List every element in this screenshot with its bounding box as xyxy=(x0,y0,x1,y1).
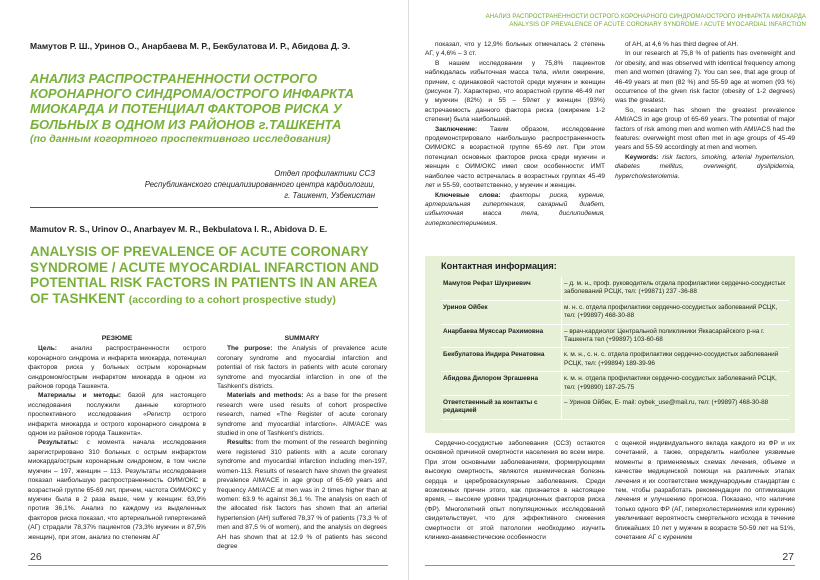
body-column-2 xyxy=(615,439,795,542)
authors-ru: Мамутов Р. Ш., Уринов О., Анарбаева М. Р., Бекбулатова И. Р., Абидова Д. Э. xyxy=(30,41,351,51)
affiliation-line-2: Республиканского специализированного центра кардиологии, xyxy=(144,180,375,190)
contact-name: Мамутов Рефат Шукриевич xyxy=(441,277,562,300)
label: The purpose: xyxy=(227,345,273,353)
title-en xyxy=(30,244,390,308)
contact-title: Контактная информация: xyxy=(441,261,557,271)
footer-rule-right xyxy=(425,565,795,566)
r1-p2: В нашем исследовании у 75,8% пациентов наблюдалась избыточная масса тела, и/или ожирение, причем, с одинаковой частотой среди мужчин и женщин (рисунок 7). Характерно, что возрастной группе 46-49 лет у мужчин (82%) и 55 – 59лет у женщин (93%) встречаемость данного фактора риска (ожирение 1-2 степени) была наибольшей. xyxy=(425,59,605,124)
text: с момента начала исследования зарегистрировано 310 больных с острым инфарктом миокарда/острым коронарным синдромом, в том числе мужчин – 197, женщин – 113. Результаты исследования показал наибольшую распространенность ОИМ/ОКС в возрастной группе 65-69 лет, причем, частота ОИМ/ОКС у мужчин была в 2 раза выше, чем у женщин: 63,9% против 36,1%. Анализ по каждому из выделенных факторов риска показал, что артериальной гипертензией (АГ) страдали 78,37% пациентов (73,3% мужчин и 87,5% женщин), при этом, анализ по степеням АГ xyxy=(28,439,206,541)
right-column-1 xyxy=(425,40,605,228)
affiliation-line-1: Отдел профилактики ССЗ xyxy=(274,169,375,178)
affiliation-line-3: г. Ташкент, Узбекистан xyxy=(284,191,375,201)
title-ru-main: АНАЛИЗ РАСПРОСТРАНЕННОСТИ ОСТРОГО КОРОНАРНОГО СИНДРОМА/ОСТРОГО ИНФАРКТА МИОКАРДА И ПОТЕНЦИАЛ ФАКТОРОВ РИСКА У БОЛЬНЫХ В ОДНОМ ИЗ РАЙОНОВ г.ТАШКЕНТА xyxy=(30,71,355,132)
label: Цель: xyxy=(38,345,58,353)
page-number-left: 26 xyxy=(30,551,42,563)
contact-info: – врач-кардиолог Центральной поликлиники Яккасарайского р-на г. Ташкента тел (+99897) 103-60-68 xyxy=(562,324,790,348)
text: from the moment of the research beginning were registered 310 patients with a acute coronary syndrome and myocardial infarction including men-197, women-113. Results of research have shown the greatest prevalence AIM/ACE in age group of 65-69 years and frequency AMI/ACE at men was in 2 times higher than at women: 63.9 % against 36,1 %. The analysis on each of the allocated risk factors has shown that an arterial hypertension (AH) suffered 78,37 % of patients (73,3 % of men and 87,5 % of women), and the analysis on degrees AH has shown that at 12.9 % of patients has second degree xyxy=(217,439,387,550)
footer-rule-left xyxy=(28,565,388,566)
spine xyxy=(408,0,409,580)
r2-p2: In our research at 75,8 % of patients has overweight and /or obesity, and was observed with identical frequency among men and women (drawing 7). You can see, that age group of 46-49 years at men (82 %) and 55-59 age at women (93 %) occurrence of the given risk factor (obesity of 1-2 degrees) was the greatest. xyxy=(615,50,795,105)
running-header xyxy=(420,14,806,29)
r1-p1: показал, что у 12,9% больных отмечалась 2 степень АГ, у 4,6% – 3 ст. xyxy=(425,41,605,58)
abstract-en-heading: SUMMARY xyxy=(284,335,320,342)
affiliation-ru xyxy=(30,168,375,202)
abstract-en xyxy=(217,334,387,551)
authors-en: Mamutov R. S., Urinov O., Anarbayev M. R., Bekbulatova I. R., Abidova D. E. xyxy=(30,224,328,234)
contact-info: к. м. н., с. н. с. отдела профилактики сердечно-сосудистых заболеваний РСЦК, тел: (+99894) 189-39-96 xyxy=(562,348,790,372)
table-row xyxy=(441,324,789,348)
label: Заключение: xyxy=(435,125,478,133)
abstract-ru-p3 xyxy=(28,438,206,541)
abstract-ru-p1 xyxy=(28,344,206,391)
label: Материалы и методы: xyxy=(38,392,121,400)
contact-box xyxy=(425,256,795,433)
contact-name: Уринов Ойбек xyxy=(441,300,562,324)
contact-name: Абидова Дилором Эргашевна xyxy=(441,372,562,396)
table-row xyxy=(441,396,789,420)
body-col2-text: с оценкой индивидуального вклада каждого из ФР и их сочетаний, а также, определить наиболее уязвимые моменты в применяемых схемах лечения, объеме и качестве медицинской помощи на различных этапах лечения и их соответствие международным стандартам с тем, чтобы разработать рекомендации по оптимизации лечения и улучшению прогноза. Показано, что наличие только одного ФР (АГ, гиперхолестеринемия или курение) увеличивает вероятность смертельного исхода в течение ближайших 10 лет у мужчин в возрасте 50-59 лет на 51%, сочетание АГ с курением xyxy=(615,440,795,542)
running-header-en: ANALYSIS OF PREVALENCE OF ACUTE CORONARY SYNDROME / ACUTE MYOCARDIAL INFARCTION xyxy=(509,21,806,28)
label: Ключевые слова: xyxy=(435,191,501,199)
title-ru xyxy=(30,71,390,147)
body-col1-text: Сердечно-сосудистые заболевания (ССЗ) остаются основной причиной смертности населения во всем мире. При этом основными заболеваниями, формирующими высокую смертность, являются ишемическая болезнь сердца и цереброваскулярные заболевания. Среди возможных причин этого, как признается в настоящее время, – высокие уровни традиционных факторов риска (ФР). Многолетний опыт популяционных исследований свидетельствует, что для эффективного снижения смертности от этой патологии необходимо изучить клинико-анамнестические особенности xyxy=(425,440,605,542)
table-row xyxy=(441,300,789,324)
table-row xyxy=(441,348,789,372)
r1-p4 xyxy=(425,191,605,229)
title-ru-subtitle: (по данным когортного проспективного исследования) xyxy=(30,132,331,145)
text: the Analysis of prevalence acute coronary syndrome and myocardial infarction and potential of risk factors in patients with acute coronary syndrome and myocardial infarction in one of the Tashkent's districts. xyxy=(217,345,387,391)
abstract-ru-heading: РЕЗЮМЕ xyxy=(101,335,133,342)
r2-p1: of AH, at 4,6 % has third degree of AH. xyxy=(625,41,739,48)
r1-p3 xyxy=(425,125,605,191)
title-en-main: ANALYSIS OF PREVALENCE OF ACUTE CORONARY SYNDROME / ACUTE MYOCARDIAL INFARCTION AND POTENTIAL RISK FACTORS IN PATIENTS IN AN AREA OF TASHKENT xyxy=(30,244,380,306)
label: Keywords: xyxy=(625,153,659,161)
text: базой для настоящего исследования послужили данные когортного проспективного исследования «Регистр острого инфаркта миокарда и острого коронарного синдрома в одном из районов города Ташкента». xyxy=(28,392,206,438)
table-row xyxy=(441,372,789,396)
text: Таким образом, исследование продемонстрировало наибольшую распространенность ОИМ/ОКС в возрастной группе 65-69 лет. При этом потенциал основных факторов риска среди мужчин и женщин с ОИМ/ОКС имел свои особенности: ИМТ наиболее часто встречалась в возрастных группах 45-49 лет и 55-59, соответственно, у мужчин и женщин. xyxy=(425,125,605,190)
contact-info: к. м. н. отдела профилактики сердечно-сосудистых заболеваний РСЦК, тел: (+99890) 187-25-75 xyxy=(562,372,790,396)
text: анализ распространенности острого коронарного синдрома и инфаркта миокарда, потенциал факторов риска у больных острым коронарным синдромом/острым инфарктом миокарда в одном из районов города Ташкента. xyxy=(28,345,206,391)
label: Materials and methods: xyxy=(227,392,304,400)
abstract-en-p3 xyxy=(217,438,387,551)
label: Результаты: xyxy=(38,439,79,447)
right-column-2 xyxy=(615,40,795,181)
table-row xyxy=(441,277,789,300)
text: risk factors, smoking, arterial hypertension, diabetes mellitus, overweight, dyslipidemia, hypercholesterolemia. xyxy=(615,153,795,180)
divider xyxy=(30,207,378,208)
text: факторы риска, курение, артериальная гипертензия, сахарный диабет, избыточная масса тела, дислипидемия, гиперхолестеринемия. xyxy=(425,191,605,227)
abstract-ru-p2 xyxy=(28,391,206,438)
label: Results: xyxy=(227,439,254,447)
r2-p3: So, research has shown the greatest prevalence AMI/ACS in age group of 65-69 years. The potential of major factors of risk among men and women with AMI/ACS had the features: overweight most often met in age groups of 45-49 years and 55-59 accordingly at men and women. xyxy=(615,106,795,152)
abstract-en-p2 xyxy=(217,391,387,438)
running-header-ru: АНАЛИЗ РАСПРОСТРАНЕННОСТИ ОСТРОГО КОРОНАРНОГО СИНДРОМА/ОСТРОГО ИНФАРКТА МИОКАРДА xyxy=(485,14,806,20)
contact-info: – Уринов Ойбек, E- mail: oybek_use@mail.ru, тел: (+99897) 468-30-88 xyxy=(562,396,790,420)
contact-name: Анарбаева Муяссар Рахимовна xyxy=(441,324,562,348)
contact-info: – д. м. н., проф. руководитель отдела профилактики сердечно-сосудистых заболеваний РСЦК, тел: (+99871) 237 -36-88 xyxy=(562,277,790,300)
body-column-1 xyxy=(425,439,605,542)
title-en-subtitle: (according to a cohort prospective study) xyxy=(128,293,336,306)
contact-info: м. н. с. отдела профилактики сердечно-сосудистых заболеваний РСЦК, тел: (+99897) 468-30-88 xyxy=(562,300,790,324)
contact-table xyxy=(441,277,789,420)
abstract-en-p1 xyxy=(217,344,387,391)
contact-name: Бекбулатова Индира Ренатовна xyxy=(441,348,562,372)
text: As a base for the present research were used results of cohort prospective research, named «The Register of acute coronary syndrome and myocardial infarction». AIM/ACE was studied in one of Tashkent's districts. xyxy=(217,392,387,438)
contact-name: Ответственный за контакты с редакцией xyxy=(441,396,562,420)
page-number-right: 27 xyxy=(782,551,794,563)
abstract-ru xyxy=(28,334,206,542)
r2-p4 xyxy=(615,153,795,181)
